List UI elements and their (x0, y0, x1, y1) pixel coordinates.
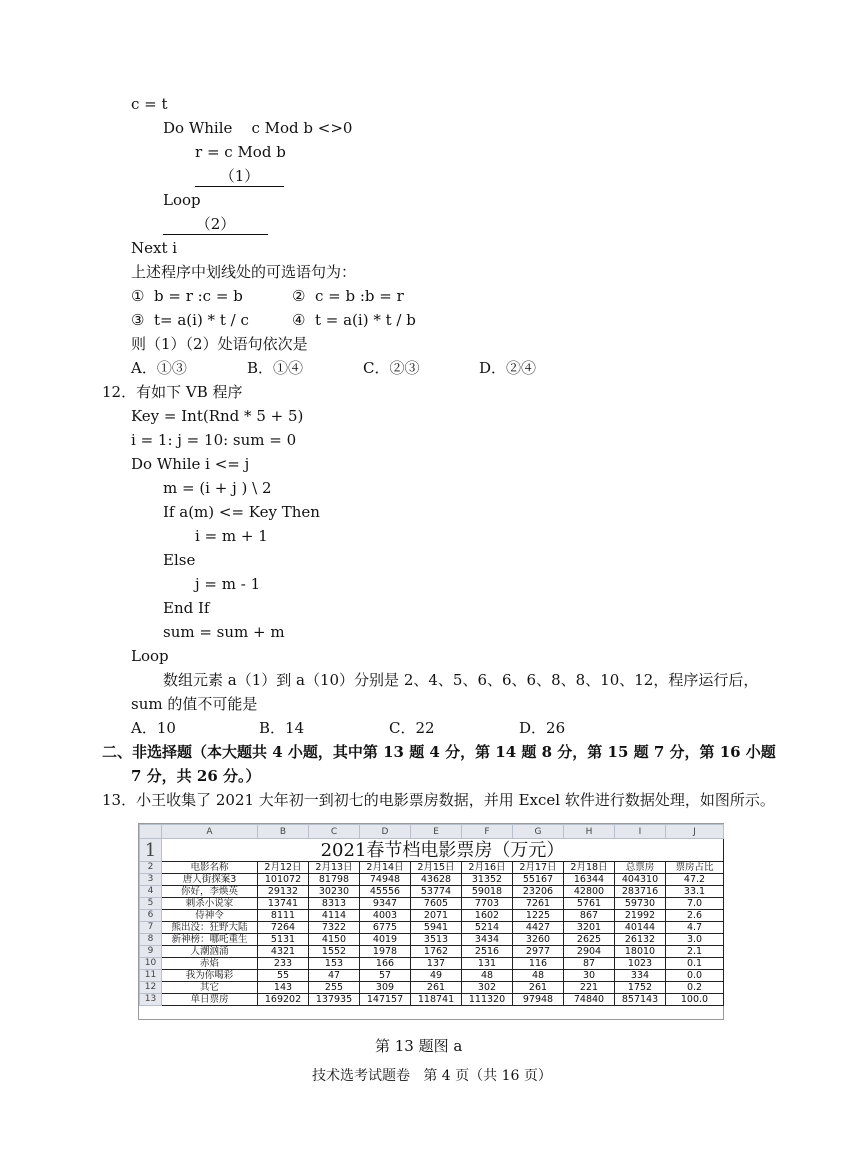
header-cell[interactable]: 2月18日 (564, 862, 615, 874)
question-12-title: 12．有如下 VB 程序 (102, 383, 243, 401)
value-cell[interactable]: 7.0 (666, 898, 724, 910)
table-row (140, 994, 724, 1006)
row-header[interactable]: 8 (140, 934, 162, 946)
value-cell[interactable]: 87 (564, 958, 615, 970)
blank-1-label: （1） (195, 166, 284, 187)
row-header[interactable]: 9 (140, 946, 162, 958)
value-cell[interactable]: 8111 (258, 910, 309, 922)
row-header[interactable]: 2 (140, 862, 162, 874)
question-prompt: 上述程序中划线处的可选语句为： (131, 263, 357, 281)
title-row (140, 839, 724, 862)
value-cell[interactable]: 48 (513, 970, 564, 982)
row-header[interactable]: 4 (140, 886, 162, 898)
spreadsheet (138, 823, 724, 1020)
header-cell[interactable]: 总票房 (615, 862, 666, 874)
value-cell[interactable]: 867 (564, 910, 615, 922)
choice-c: C．22 (389, 719, 435, 737)
value-cell[interactable]: 101072 (258, 874, 309, 886)
option-2: ② c = b :b = r (292, 287, 404, 305)
header-cell[interactable]: 票房占比 (666, 862, 724, 874)
value-cell[interactable]: 8313 (309, 898, 360, 910)
movie-name-cell[interactable]: 单日票房 (162, 994, 258, 1006)
table-row (140, 910, 724, 922)
value-cell[interactable]: 6775 (360, 922, 411, 934)
value-cell[interactable]: 0.1 (666, 958, 724, 970)
code-line: Else (163, 551, 196, 569)
value-cell[interactable]: 40144 (615, 922, 666, 934)
value-cell[interactable]: 30 (564, 970, 615, 982)
value-cell[interactable]: 81798 (309, 874, 360, 886)
value-cell[interactable]: 4321 (258, 946, 309, 958)
movie-name-cell[interactable]: 唐人街探案3 (162, 874, 258, 886)
value-cell[interactable]: 55 (258, 970, 309, 982)
movie-name-cell[interactable]: 其它 (162, 982, 258, 994)
value-cell[interactable]: 97948 (513, 994, 564, 1006)
choice-b: B．14 (259, 719, 305, 737)
code-line: Next i (131, 239, 178, 257)
option-4: ④ t = a(i) * t / b (292, 311, 416, 329)
value-cell[interactable]: 302 (462, 982, 513, 994)
value-cell[interactable]: 1023 (615, 958, 666, 970)
row-header[interactable]: 3 (140, 874, 162, 886)
table-row (140, 958, 724, 970)
row-header[interactable]: 12 (140, 982, 162, 994)
movie-name-cell[interactable]: 赤焰 (162, 958, 258, 970)
value-cell[interactable]: 1225 (513, 910, 564, 922)
question-13-text: 13．小王收集了 2021 大年初一到初七的电影票房数据，并用 Excel 软件进行数据处理，如图所示。 (102, 791, 775, 809)
value-cell[interactable]: 53774 (411, 886, 462, 898)
header-cell[interactable]: 2月14日 (360, 862, 411, 874)
movie-name-cell[interactable]: 我为你喝彩 (162, 970, 258, 982)
value-cell[interactable]: 116 (513, 958, 564, 970)
table-row (140, 934, 724, 946)
table-row (140, 970, 724, 982)
value-cell[interactable]: 221 (564, 982, 615, 994)
blank-2-label: （2） (163, 214, 268, 235)
value-cell[interactable]: 1762 (411, 946, 462, 958)
question-ask: 则（1）（2）处语句依次是 (131, 335, 308, 353)
table-row (140, 922, 724, 934)
code-line: Do While i <= j (131, 455, 250, 473)
code-line: j = m - 1 (195, 575, 261, 593)
value-cell[interactable]: 7605 (411, 898, 462, 910)
column-header[interactable]: J (666, 825, 724, 839)
value-cell[interactable]: 1602 (462, 910, 513, 922)
value-cell[interactable]: 45556 (360, 886, 411, 898)
row-header[interactable]: 5 (140, 898, 162, 910)
value-cell[interactable]: 0.2 (666, 982, 724, 994)
value-cell[interactable]: 43628 (411, 874, 462, 886)
value-cell[interactable]: 1752 (615, 982, 666, 994)
header-cell[interactable]: 2月17日 (513, 862, 564, 874)
code-line: m = (i + j ) \ 2 (163, 479, 272, 497)
value-cell[interactable]: 4427 (513, 922, 564, 934)
value-cell[interactable]: 166 (360, 958, 411, 970)
code-line: End If (163, 599, 210, 617)
value-cell[interactable]: 2.1 (666, 946, 724, 958)
figure-caption: 第 13 题图 a (375, 1037, 463, 1055)
column-header[interactable]: A (162, 825, 258, 839)
value-cell[interactable]: 47.2 (666, 874, 724, 886)
code-line: c = t (131, 95, 168, 113)
value-cell[interactable]: 30230 (309, 886, 360, 898)
row-header[interactable]: 1 (140, 839, 162, 862)
value-cell[interactable]: 255 (309, 982, 360, 994)
value-cell[interactable]: 1978 (360, 946, 411, 958)
movie-name-cell[interactable]: 你好，李焕英 (162, 886, 258, 898)
choice-c: C．②③ (363, 359, 420, 377)
code-line: i = 1: j = 10: sum = 0 (131, 431, 297, 449)
header-row (140, 862, 724, 874)
value-cell[interactable]: 2071 (411, 910, 462, 922)
code-line: i = m + 1 (195, 527, 268, 545)
value-cell[interactable]: 2.6 (666, 910, 724, 922)
choice-d: D．26 (519, 719, 566, 737)
value-cell[interactable]: 7264 (258, 922, 309, 934)
header-cell[interactable]: 2月16日 (462, 862, 513, 874)
table-row (140, 982, 724, 994)
code-line: If a(m) <= Key Then (163, 503, 320, 521)
value-cell[interactable]: 13741 (258, 898, 309, 910)
column-header[interactable]: G (513, 825, 564, 839)
row-header[interactable]: 6 (140, 910, 162, 922)
column-header[interactable]: D (360, 825, 411, 839)
header-cell[interactable]: 2月12日 (258, 862, 309, 874)
code-line: Loop (131, 647, 169, 665)
value-cell[interactable]: 857143 (615, 994, 666, 1006)
table-row (140, 946, 724, 958)
code-line: Loop (163, 191, 201, 209)
value-cell[interactable]: 59730 (615, 898, 666, 910)
question-description: sum 的值不可能是 (131, 695, 258, 713)
value-cell[interactable]: 100.0 (666, 994, 724, 1006)
value-cell[interactable]: 57 (360, 970, 411, 982)
column-header[interactable]: C (309, 825, 360, 839)
value-cell[interactable]: 55167 (513, 874, 564, 886)
column-header-row (140, 825, 724, 839)
value-cell[interactable]: 4150 (309, 934, 360, 946)
value-cell[interactable]: 3513 (411, 934, 462, 946)
value-cell[interactable]: 59018 (462, 886, 513, 898)
movie-name-cell[interactable]: 侍神令 (162, 910, 258, 922)
header-cell[interactable]: 2月13日 (309, 862, 360, 874)
code-line: Key = Int(Rnd * 5 + 5) (131, 407, 304, 425)
value-cell[interactable]: 23206 (513, 886, 564, 898)
row-header[interactable]: 11 (140, 970, 162, 982)
value-cell[interactable]: 137 (411, 958, 462, 970)
value-cell[interactable]: 111320 (462, 994, 513, 1006)
movie-name-cell[interactable]: 刺杀小说家 (162, 898, 258, 910)
row-header[interactable]: 7 (140, 922, 162, 934)
value-cell[interactable]: 118741 (411, 994, 462, 1006)
column-header[interactable]: F (462, 825, 513, 839)
code-line: Do While c Mod b <>0 (163, 119, 353, 137)
column-header[interactable]: I (615, 825, 666, 839)
value-cell[interactable]: 4003 (360, 910, 411, 922)
value-cell[interactable]: 4019 (360, 934, 411, 946)
row-header[interactable]: 10 (140, 958, 162, 970)
blank-1 (195, 166, 284, 187)
value-cell[interactable]: 2516 (462, 946, 513, 958)
corner-cell[interactable] (140, 825, 162, 839)
value-cell[interactable]: 21992 (615, 910, 666, 922)
value-cell[interactable]: 16344 (564, 874, 615, 886)
value-cell[interactable]: 1552 (309, 946, 360, 958)
value-cell[interactable]: 4.7 (666, 922, 724, 934)
value-cell[interactable]: 9347 (360, 898, 411, 910)
value-cell[interactable]: 47 (309, 970, 360, 982)
value-cell[interactable]: 29132 (258, 886, 309, 898)
column-header[interactable]: E (411, 825, 462, 839)
code-line: sum = sum + m (163, 623, 285, 641)
value-cell[interactable]: 169202 (258, 994, 309, 1006)
value-cell[interactable]: 3260 (513, 934, 564, 946)
table-row (140, 898, 724, 910)
value-cell[interactable]: 309 (360, 982, 411, 994)
choice-a: A．①③ (131, 359, 187, 377)
value-cell[interactable]: 153 (309, 958, 360, 970)
option-1: ① b = r :c = b (131, 287, 243, 305)
value-cell[interactable]: 42800 (564, 886, 615, 898)
movie-name-cell[interactable]: 熊出没：狂野大陆 (162, 922, 258, 934)
choice-a: A．10 (131, 719, 176, 737)
option-3: ③ t= a(i) * t / c (131, 311, 249, 329)
row-header[interactable]: 13 (140, 994, 162, 1006)
column-header[interactable]: H (564, 825, 615, 839)
value-cell[interactable]: 33.1 (666, 886, 724, 898)
value-cell[interactable]: 7322 (309, 922, 360, 934)
value-cell[interactable]: 5761 (564, 898, 615, 910)
movie-name-cell[interactable]: 新神榜：哪吒重生 (162, 934, 258, 946)
value-cell[interactable]: 3.0 (666, 934, 724, 946)
value-cell[interactable]: 5214 (462, 922, 513, 934)
value-cell[interactable]: 147157 (360, 994, 411, 1006)
value-cell[interactable]: 7261 (513, 898, 564, 910)
value-cell[interactable]: 2977 (513, 946, 564, 958)
value-cell[interactable]: 3434 (462, 934, 513, 946)
section-heading: 7 分，共 26 分。） (131, 767, 261, 785)
page-footer: 技术选考试题卷 第 4 页（共 16 页） (312, 1068, 552, 1084)
value-cell[interactable]: 143 (258, 982, 309, 994)
value-cell[interactable]: 0.0 (666, 970, 724, 982)
spreadsheet-table (139, 824, 724, 1006)
question-description: 数组元素 a（1）到 a（10）分别是 2、4、5、6、6、6、8、8、10、12，程序运行后， (163, 671, 759, 689)
code-line: r = c Mod b (195, 143, 286, 161)
choice-d: D．②④ (479, 359, 537, 377)
value-cell[interactable]: 18010 (615, 946, 666, 958)
blank-2 (163, 214, 268, 235)
value-cell[interactable]: 233 (258, 958, 309, 970)
value-cell[interactable]: 74840 (564, 994, 615, 1006)
header-cell[interactable]: 2月15日 (411, 862, 462, 874)
sheet-title[interactable]: 2021春节档电影票房（万元） (162, 839, 724, 862)
value-cell[interactable]: 74948 (360, 874, 411, 886)
value-cell[interactable]: 131 (462, 958, 513, 970)
value-cell[interactable]: 7703 (462, 898, 513, 910)
column-header[interactable]: B (258, 825, 309, 839)
choice-b: B．①④ (247, 359, 304, 377)
value-cell[interactable]: 261 (411, 982, 462, 994)
value-cell[interactable]: 5941 (411, 922, 462, 934)
value-cell[interactable]: 137935 (309, 994, 360, 1006)
value-cell[interactable]: 3201 (564, 922, 615, 934)
movie-name-cell[interactable]: 人潮汹涌 (162, 946, 258, 958)
value-cell[interactable]: 4114 (309, 910, 360, 922)
section-heading: 二、非选择题（本大题共 4 小题，其中第 13 题 4 分，第 14 题 8 分，第 15 题 7 分，第 16 小题 (102, 743, 776, 761)
value-cell[interactable]: 404310 (615, 874, 666, 886)
value-cell[interactable]: 2625 (564, 934, 615, 946)
value-cell[interactable]: 26132 (615, 934, 666, 946)
table-row (140, 874, 724, 886)
value-cell[interactable]: 5131 (258, 934, 309, 946)
table-row (140, 886, 724, 898)
value-cell[interactable]: 334 (615, 970, 666, 982)
value-cell[interactable]: 2904 (564, 946, 615, 958)
value-cell[interactable]: 283716 (615, 886, 666, 898)
header-cell[interactable]: 电影名称 (162, 862, 258, 874)
value-cell[interactable]: 49 (411, 970, 462, 982)
value-cell[interactable]: 48 (462, 970, 513, 982)
value-cell[interactable]: 261 (513, 982, 564, 994)
value-cell[interactable]: 31352 (462, 874, 513, 886)
